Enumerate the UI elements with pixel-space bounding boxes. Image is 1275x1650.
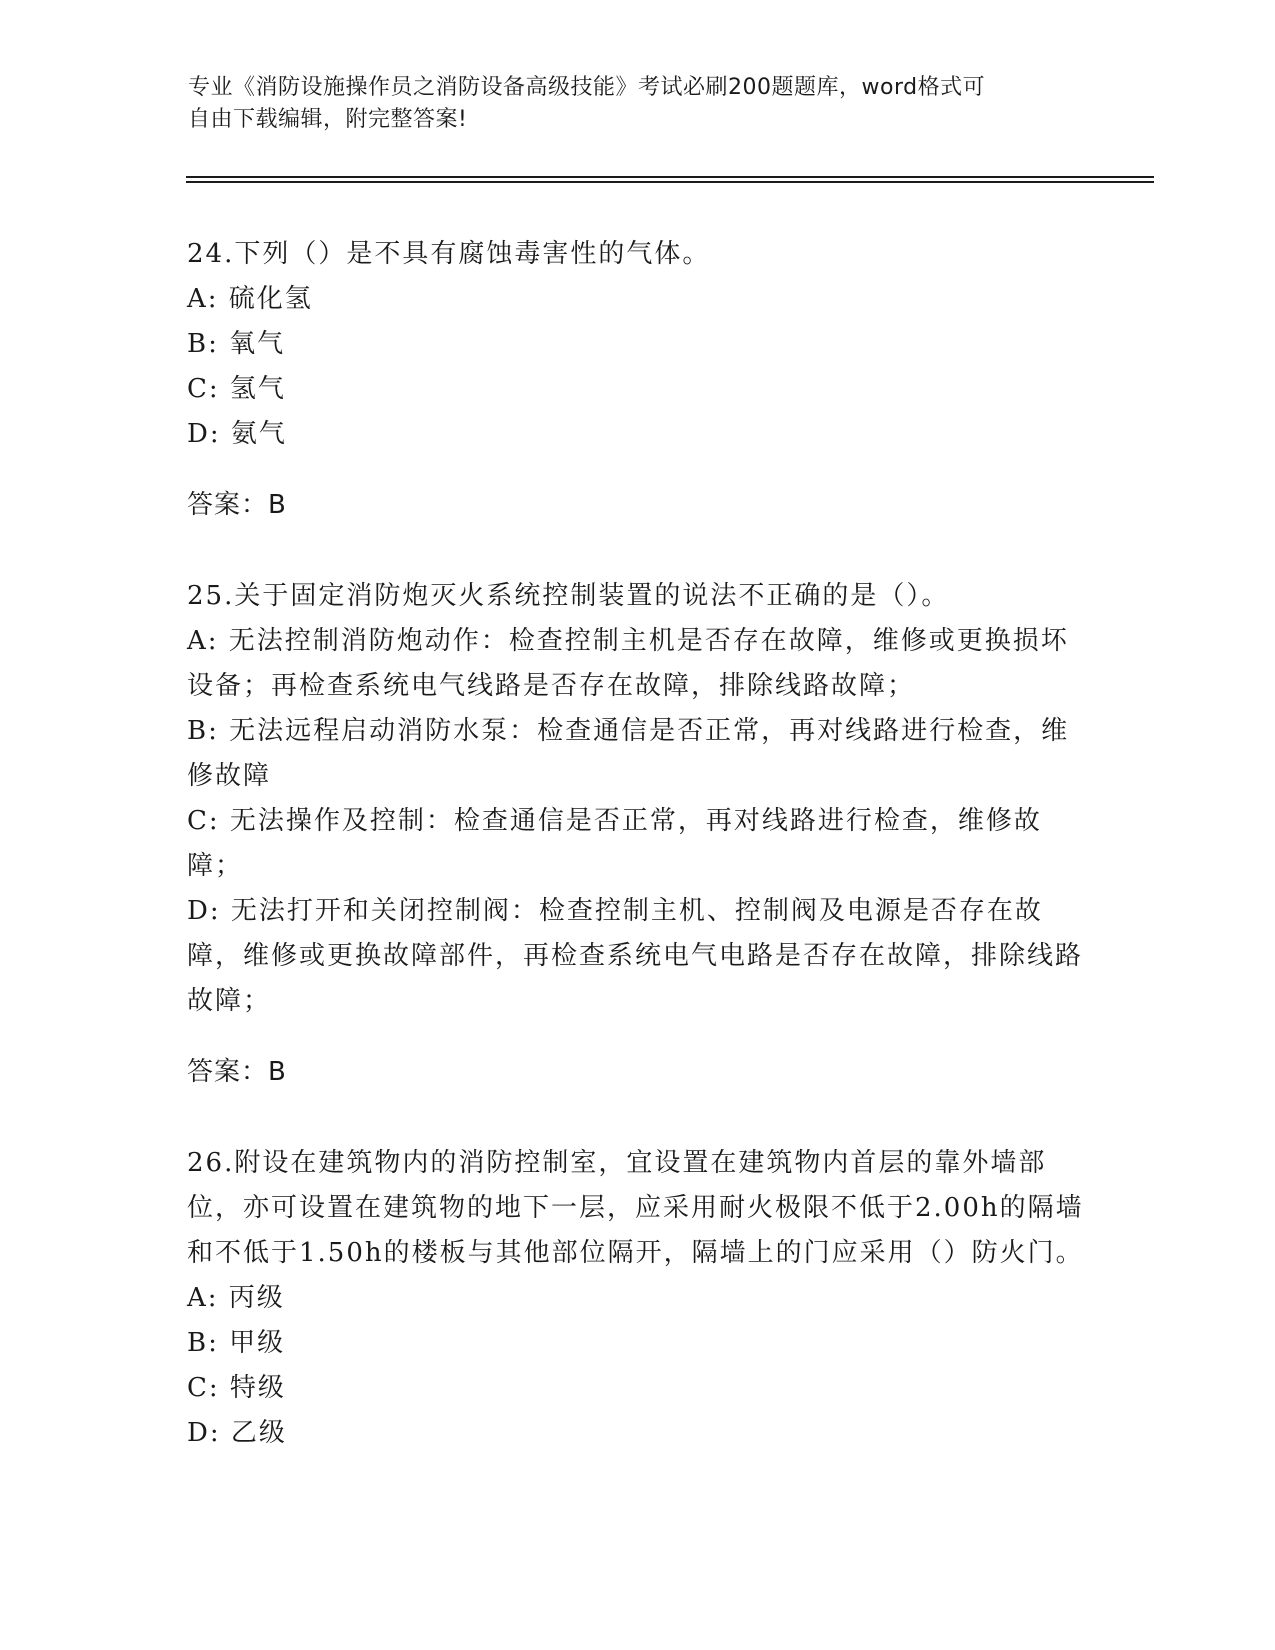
answer: 答案：B (187, 1057, 287, 1087)
option-a: A: 无法控制消防炮动作：检查控制主机是否存在故障，维修或更换损坏设备；再检查系统电气线路是否存在故障，排除线路故障； (187, 626, 1069, 701)
option-b: B: 甲级 (187, 1328, 286, 1358)
option-b: B: 无法远程启动消防水泵：检查通信是否正常，再对线路进行检查，维修故障 (187, 716, 1070, 791)
question-26 (187, 1141, 1087, 1456)
header-divider-top (186, 176, 1154, 178)
header-divider-bottom (186, 181, 1154, 183)
question-stem: 24.下列（）是不具有腐蚀毒害性的气体。 (187, 239, 711, 269)
header-line-2: 自由下载编辑，附完整答案! (188, 107, 468, 132)
option-c: C: 无法操作及控制：检查通信是否正常，再对线路进行检查，维修故障； (187, 806, 1042, 881)
option-a: A: 丙级 (187, 1283, 285, 1313)
answer: 答案：B (187, 490, 287, 520)
option-a: A: 硫化氢 (187, 284, 313, 314)
header-line-1: 专业《消防设施操作员之消防设备高级技能》考试必刷200题题库，word格式可 (188, 75, 986, 100)
option-d: D: 无法打开和关闭控制阀：检查控制主机、控制阀及电源是否存在故障，维修或更换故障部件，再检查系统电气电路是否存在故障，排除线路故障； (187, 896, 1084, 1016)
option-d: D: 氨气 (187, 419, 287, 449)
option-c: C: 特级 (187, 1373, 286, 1403)
question-list (187, 232, 1087, 1502)
option-b: B: 氧气 (187, 329, 286, 359)
question-24 (187, 232, 1087, 528)
question-stem: 26.附设在建筑物内的消防控制室，宜设置在建筑物内首层的靠外墙部位，亦可设置在建筑物的地下一层，应采用耐火极限不低于2.00h的隔墙和不低于1.50h的楼板与其他部位隔开，隔墙上的门应采用（）防火门。 (187, 1148, 1084, 1268)
question-stem: 25.关于固定消防炮灭火系统控制装置的说法不正确的是（）。 (187, 581, 950, 611)
document-header (188, 72, 1088, 136)
option-c: C: 氢气 (187, 374, 286, 404)
option-d: D: 乙级 (187, 1418, 287, 1448)
question-25 (187, 574, 1087, 1095)
